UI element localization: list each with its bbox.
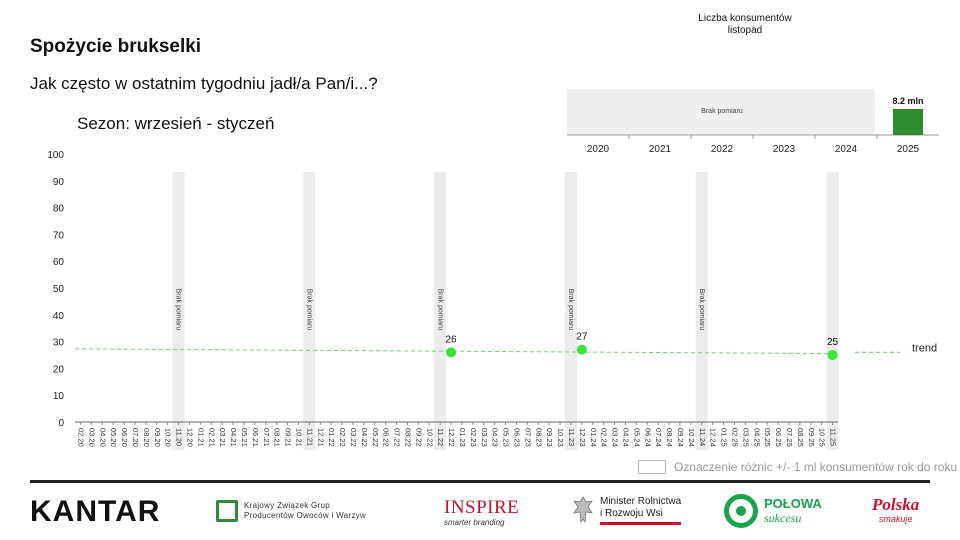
- year-label: 2021: [648, 144, 672, 155]
- x-tick-label: 08.21: [272, 428, 282, 447]
- no-data-label: Brak pomiaru: [567, 288, 575, 331]
- survey-question: Jak często w ostatnim tygodniu jadł/a Pan/i...?: [30, 74, 378, 93]
- y-tick-label: 70: [52, 230, 64, 242]
- x-tick-label: 02.23: [468, 428, 478, 447]
- x-tick-label: 06.24: [643, 428, 653, 447]
- x-tick-label: 03.25: [741, 428, 751, 447]
- period-band: [827, 172, 839, 450]
- kzg-logo: [216, 500, 366, 522]
- consumers-title-line1: Liczba konsumentów: [698, 13, 792, 24]
- x-tick-label: 07.23: [523, 428, 533, 447]
- trend-legend-label: trend: [912, 342, 938, 355]
- x-tick-label: 03.21: [218, 428, 228, 447]
- x-tick-label: 01.23: [457, 428, 467, 447]
- no-data-label: Brak pomiaru: [436, 288, 444, 331]
- polowa-logo-text: POŁOWA: [764, 495, 822, 511]
- x-tick-label: 09.20: [152, 428, 162, 447]
- y-tick-label: 40: [52, 310, 64, 322]
- x-tick-label: 01.24: [588, 428, 598, 447]
- x-tick-label: 07.22: [392, 428, 402, 447]
- y-tick-label: 50: [52, 284, 64, 295]
- y-tick-label: 0: [58, 418, 64, 429]
- no-data-label: Brak pomiaru: [305, 288, 313, 331]
- x-tick-label: 02.20: [76, 428, 86, 447]
- kzg-logo-line1: Krajowy Związek Grup: [244, 501, 331, 510]
- x-tick-label: 11.22: [436, 428, 446, 447]
- x-tick-label: 03.23: [479, 428, 489, 447]
- no-data-label: Brak pomiaru: [697, 288, 705, 331]
- x-tick-label: 10.20: [163, 428, 173, 447]
- y-tick-label: 100: [47, 150, 64, 161]
- x-tick-label: 04.24: [621, 428, 631, 447]
- y-tick-label: 80: [52, 203, 64, 215]
- y-tick-label: 20: [52, 364, 64, 376]
- consumption-line-chart: [0, 140, 960, 460]
- data-point: [446, 347, 456, 357]
- data-point: [828, 350, 838, 360]
- x-tick-label: 10.24: [686, 428, 696, 447]
- data-label: 25: [826, 337, 839, 348]
- data-label: 26: [445, 334, 457, 346]
- x-tick-label: 01.21: [196, 428, 206, 447]
- polska-logo-subtitle: smakuje: [878, 514, 913, 524]
- footer-divider: [30, 480, 930, 483]
- x-tick-label: 10.21: [294, 428, 304, 447]
- season-label: Sezon: wrzesień - styczeń: [77, 114, 275, 133]
- x-tick-label: 04.25: [752, 428, 762, 447]
- x-tick-label: 08.20: [141, 428, 151, 447]
- x-tick-label: 07.20: [130, 428, 140, 447]
- x-tick-label: 07.21: [261, 428, 271, 447]
- x-tick-label: 07.25: [784, 428, 794, 447]
- x-tick-label: 04.23: [490, 428, 500, 447]
- inspire-logo-text: INSPIRE: [444, 497, 520, 518]
- x-tick-label: 10.22: [425, 428, 435, 447]
- x-tick-label: 06.20: [120, 428, 130, 447]
- y-tick-label: 90: [52, 176, 64, 188]
- year-label: 2025: [896, 144, 920, 155]
- x-tick-label: 06.25: [774, 428, 784, 447]
- x-tick-label: 09.21: [283, 428, 293, 447]
- x-tick-label: 05.24: [632, 428, 642, 447]
- difference-legend-text: Oznaczenie różnic +/- 1 ml konsumentów rok do roku: [674, 460, 958, 474]
- year-label: 2020: [586, 144, 610, 155]
- y-tick-label: 30: [52, 337, 64, 349]
- x-tick-label: 09.23: [545, 428, 555, 447]
- kantar-logo: KANTAR: [30, 495, 161, 528]
- x-tick-label: 05.20: [109, 428, 119, 447]
- x-tick-label: 05.21: [239, 428, 249, 447]
- x-tick-label: 03.24: [610, 428, 620, 447]
- x-tick-label: 11.25: [828, 428, 838, 447]
- y-tick-label: 10: [52, 391, 64, 403]
- x-tick-label: 12.23: [577, 428, 587, 447]
- x-tick-label: 10.23: [556, 428, 566, 447]
- x-tick-label: 09.22: [414, 428, 424, 447]
- x-tick-label: 12.22: [447, 428, 457, 447]
- x-tick-label: 01.22: [327, 428, 337, 447]
- kzg-logo-line2: Producentów Owoców i Warzyw: [244, 511, 367, 520]
- difference-legend-swatch: [638, 460, 666, 474]
- x-tick-label: 11.20: [174, 428, 184, 447]
- x-tick-label: 02.22: [338, 428, 348, 447]
- polowa-sukcesu-logo: [724, 494, 822, 528]
- x-tick-label: 11.21: [305, 428, 315, 447]
- no-data-label: Brak pomiaru: [701, 108, 743, 115]
- x-tick-label: 06.23: [512, 428, 522, 447]
- x-tick-label: 01.25: [719, 428, 729, 447]
- x-tick-label: 07.24: [654, 428, 664, 447]
- x-tick-label: 06.22: [381, 428, 391, 447]
- consumers-value-label: 8.2 mln: [892, 96, 924, 106]
- x-tick-label: 03.20: [87, 428, 97, 447]
- x-tick-label: 09.24: [675, 428, 685, 447]
- inspire-logo: [444, 498, 519, 527]
- consumers-panel-title: [690, 13, 800, 37]
- y-tick-label: 60: [52, 257, 64, 269]
- eagle-emblem-icon: [572, 495, 594, 525]
- consumers-title-line2: listopad: [727, 25, 763, 36]
- data-label: 27: [576, 331, 588, 343]
- x-tick-label: 02.21: [207, 428, 217, 447]
- x-tick-label: 12.21: [316, 428, 326, 447]
- x-tick-label: 12.24: [708, 428, 718, 447]
- inspire-logo-subtitle: smarter branding: [444, 518, 505, 527]
- difference-legend: [638, 460, 957, 474]
- x-tick-label: 05.23: [501, 428, 511, 447]
- data-point: [577, 345, 587, 355]
- no-data-label: Brak pomiaru: [174, 288, 182, 331]
- x-tick-label: 10.25: [817, 428, 827, 447]
- polska-smakuje-logo: [872, 496, 919, 524]
- x-tick-label: 04.22: [359, 428, 369, 447]
- polowa-ring-icon: [724, 494, 758, 528]
- x-tick-label: 02.24: [599, 428, 609, 447]
- ministry-logo: [572, 495, 681, 525]
- x-tick-label: 05.22: [370, 428, 380, 447]
- polowa-logo-subtitle: sukcesu: [764, 510, 802, 525]
- consumers-bar: [893, 109, 923, 135]
- x-tick-label: 08.24: [665, 428, 675, 447]
- x-tick-label: 11.23: [566, 428, 576, 447]
- x-tick-label: 06.21: [250, 428, 260, 447]
- ministry-logo-line1: Minister Rolnictwa: [600, 495, 682, 507]
- year-label: 2023: [772, 144, 796, 155]
- trend-line: [75, 349, 838, 354]
- x-tick-label: 08.22: [403, 428, 413, 447]
- x-tick-label: 02.25: [730, 428, 740, 447]
- x-tick-label: 04.21: [229, 428, 239, 447]
- x-tick-label: 03.22: [348, 428, 358, 447]
- polska-logo-text: Polska: [872, 495, 920, 514]
- x-tick-label: 12.20: [185, 428, 195, 447]
- year-label: 2024: [834, 144, 858, 155]
- x-tick-label: 11.24: [697, 428, 707, 447]
- x-tick-label: 08.25: [795, 428, 805, 447]
- x-tick-label: 09.25: [806, 428, 816, 447]
- ministry-logo-line2: i Rozwoju Wsi: [600, 507, 663, 519]
- x-tick-label: 04.20: [98, 428, 108, 447]
- kzg-mark-icon: [216, 500, 238, 522]
- chart-title: Spożycie brukselki: [30, 36, 202, 57]
- year-label: 2022: [710, 144, 734, 155]
- x-tick-label: 08.23: [534, 428, 544, 447]
- x-tick-label: 05.25: [763, 428, 773, 447]
